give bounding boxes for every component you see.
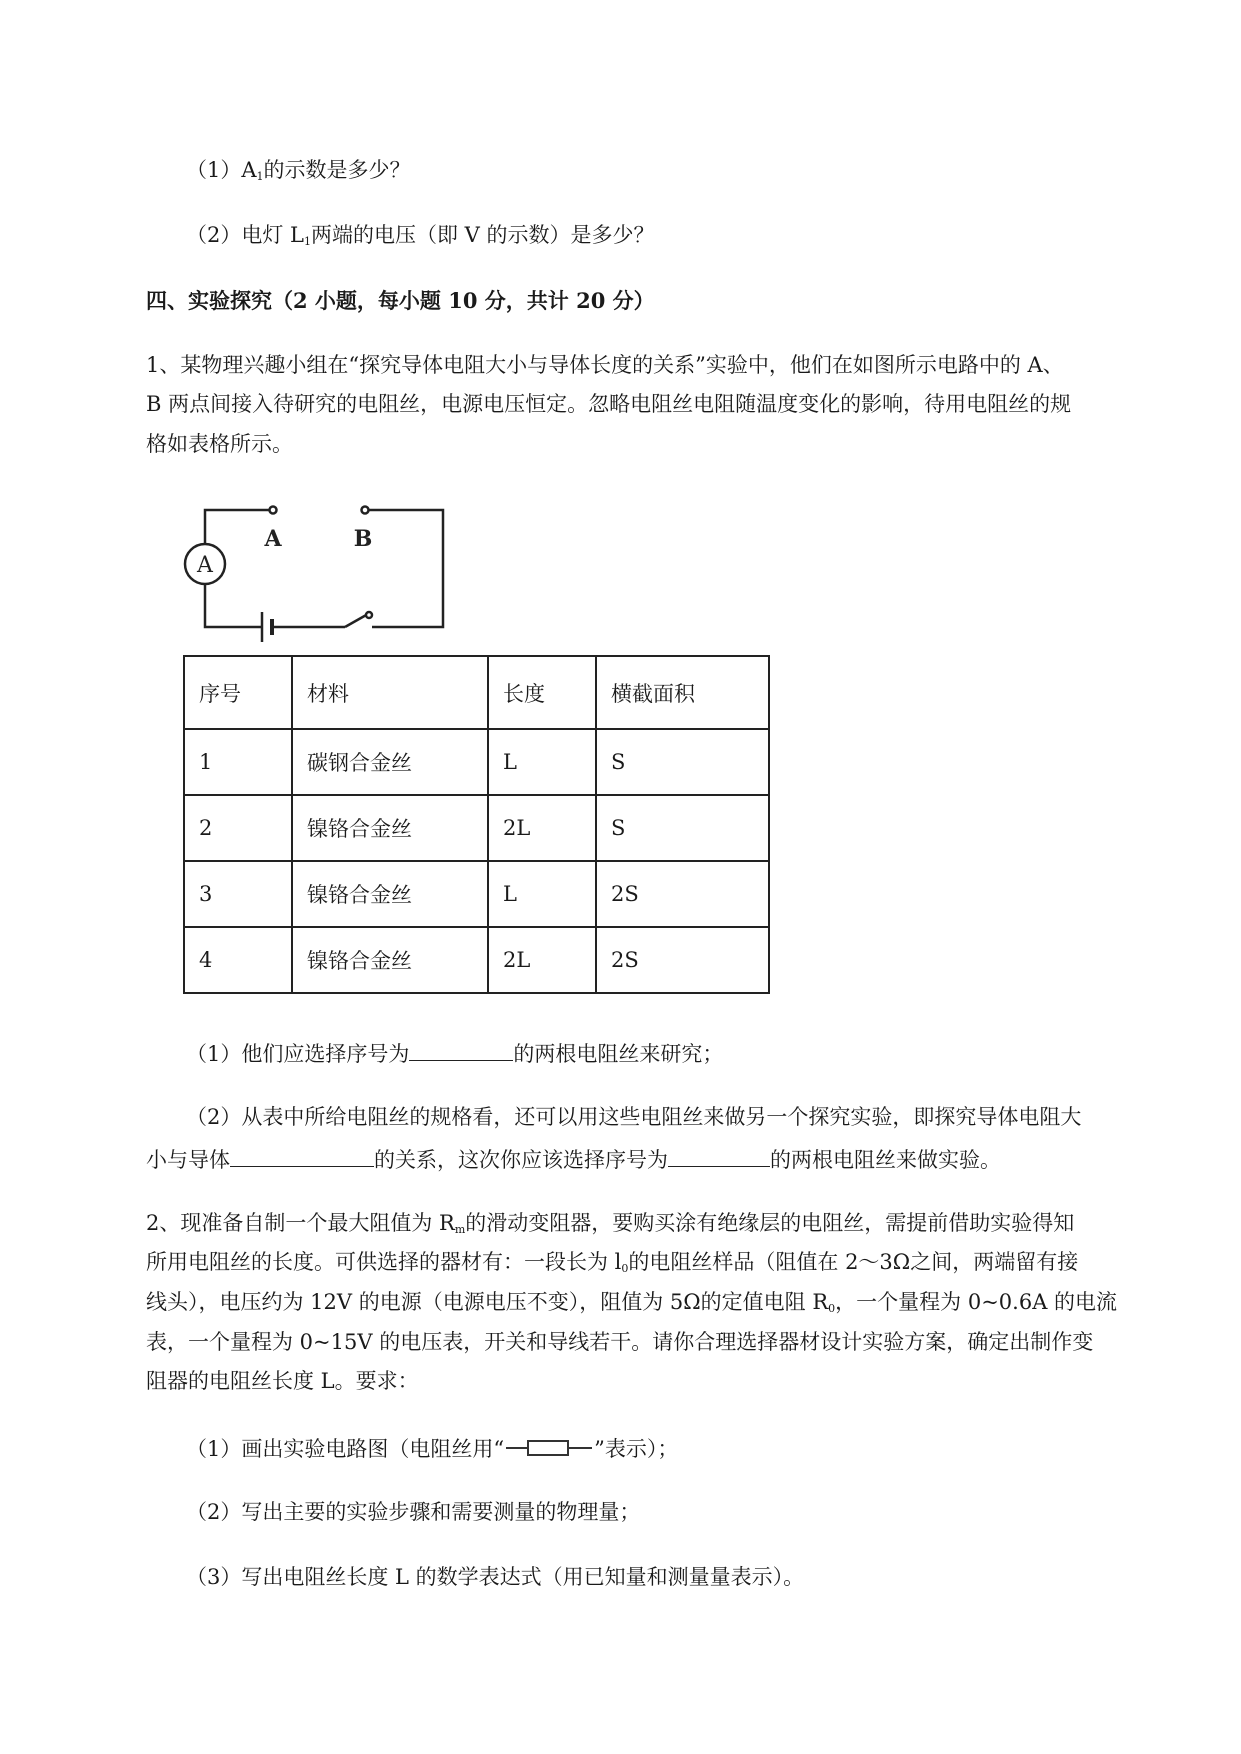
problem1-stem-line1: 1、某物理兴趣小组在“探究导体电阻大小与导体长度的关系”实验中，他们在如图所示电路中的 A、	[146, 353, 1064, 377]
table-cell: S	[596, 729, 769, 795]
table-cell: 2S	[596, 861, 769, 927]
table-cell: 2L	[488, 795, 596, 861]
table-header-cell: 横截面积	[596, 656, 769, 729]
table-cell: 镍铬合金丝	[292, 861, 488, 927]
table-cell: 2	[184, 795, 292, 861]
problem1-question1: （1）他们应选择序号为 的两根电阻丝来研究；	[186, 1042, 724, 1066]
answer-blank[interactable]	[230, 1148, 374, 1167]
table-cell: L	[488, 861, 596, 927]
table-row	[184, 795, 769, 861]
problem1-question2-line1: （2）从表中所给电阻丝的规格看，还可以用这些电阻丝来做另一个探究实验，即探究导体电阻大	[186, 1105, 1082, 1129]
problem2-line3: 线头），电压约为 12V 的电源（电源电压不变），阻值为 5Ω的定值电阻 $R_0$，一个量程为 0~0.6A 的电流	[146, 1290, 1118, 1315]
terminal-a-label: A	[264, 526, 282, 552]
answer-blank[interactable]	[668, 1148, 770, 1167]
table-cell: 1	[184, 729, 292, 795]
question-sub-1: $(1)A_1$的示数是多少？	[186, 158, 411, 183]
table-header-cell: 材料	[292, 656, 488, 729]
problem2-requirement3: （3）写出电阻丝长度 L 的数学表达式（用已知量和测量量表示）。	[186, 1565, 805, 1589]
table-row	[184, 729, 769, 795]
resistor-symbol-icon	[504, 1437, 594, 1459]
table-cell: 3	[184, 861, 292, 927]
table-cell: 2L	[488, 927, 596, 993]
problem1-stem-line2: B 两点间接入待研究的电阻丝，电源电压恒定。忽略电阻丝电阻随温度变化的影响，待用电阻丝的规	[146, 392, 1072, 416]
table-cell: 镍铬合金丝	[292, 795, 488, 861]
table-row	[184, 927, 769, 993]
ammeter-label: A	[197, 553, 213, 578]
table-cell: 镍铬合金丝	[292, 927, 488, 993]
problem2-line5: 阻器的电阻丝长度 L。要求：	[146, 1369, 419, 1393]
table-row	[184, 861, 769, 927]
table-cell: 4	[184, 927, 292, 993]
problem1-stem-line3: 格如表格所示。	[146, 432, 293, 456]
problem2-line2: 所用电阻丝的长度。可供选择的器材有：一段长为 $l_0$的电阻丝样品（阻值在 2～3Ω之间，两端留有接	[146, 1250, 1079, 1275]
problem2-requirement1: （1）画出实验电路图（电阻丝用“ ”表示）；	[186, 1437, 679, 1461]
table-cell: L	[488, 729, 596, 795]
problem2-line1: 2、现准备自制一个最大阻值为 $R_m$的滑动变阻器，要购买涂有绝缘层的电阻丝，需提前借助实验得知	[146, 1211, 1075, 1236]
terminal-b-label: B	[353, 526, 373, 552]
resistance-wire-table	[183, 655, 770, 994]
table-cell: 碳钢合金丝	[292, 729, 488, 795]
problem2-requirement2: （2）写出主要的实验步骤和需要测量的物理量；	[186, 1500, 641, 1524]
answer-blank[interactable]	[409, 1042, 513, 1061]
question-sub-2: （2）电灯 $L_1$两端的电压（即 V 的示数）是多少？	[186, 223, 655, 248]
table-cell: S	[596, 795, 769, 861]
problem2-line4: 表，一个量程为 0~15V 的电压表，开关和导线若干。请你合理选择器材设计实验方案，确定出制作变	[146, 1330, 1094, 1354]
table-header-row	[184, 656, 769, 729]
circuit-diagram	[180, 500, 450, 650]
table-cell: 2S	[596, 927, 769, 993]
problem1-question2-line2: 小与导体 的关系，这次你应该选择序号为 的两根电阻丝来做实验。	[146, 1148, 1001, 1172]
section-heading: 四、实验探究（2 小题，每小题 10 分，共计 20 分）	[146, 288, 655, 313]
table-header-cell: 长度	[488, 656, 596, 729]
table-header-cell: 序号	[184, 656, 292, 729]
